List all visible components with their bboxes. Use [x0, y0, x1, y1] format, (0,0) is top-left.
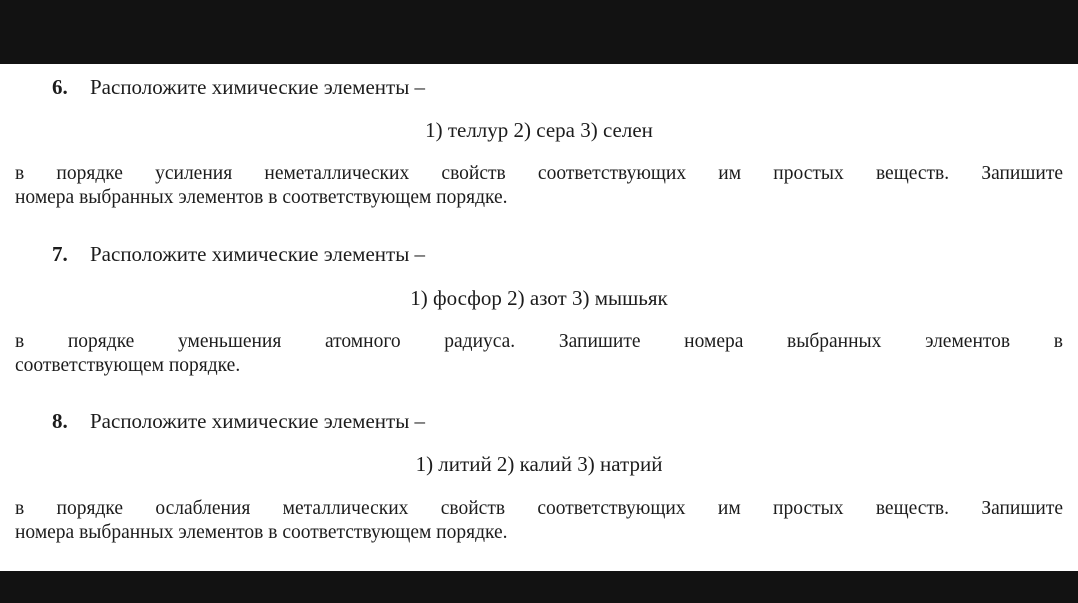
task-6-heading: [52, 75, 425, 99]
task-8-options: 1) литий 2) калий 3) натрий: [415, 452, 663, 476]
task-7-instruction-line-1: в порядке уменьшения атомного радиуса. Запишите номера выбранных элементов в: [15, 331, 1063, 352]
task-6-heading-text: Расположите химические элементы –: [90, 75, 426, 99]
task-7-number: 7.: [52, 242, 68, 266]
task-7-instruction: [15, 330, 1063, 378]
task-6-instruction-line-1: в порядке усиления неметаллических свойств соответствующих им простых веществ. Запишите: [15, 163, 1063, 184]
task-7-heading: [52, 242, 425, 266]
task-8-instruction-line-2: номера выбранных элементов в соответствующем порядке.: [15, 522, 508, 543]
task-7-instruction-line-2: соответствующем порядке.: [15, 355, 241, 376]
task-6-options: 1) теллур 2) сера 3) селен: [425, 118, 653, 142]
task-8-instruction-line-1: в порядке ослабления металлических свойств соответствующих им простых веществ. Запишите: [15, 498, 1063, 519]
bottom-black-bar: [0, 571, 1078, 603]
task-6-instruction: [15, 162, 1063, 210]
task-7-heading-text: Расположите химические элементы –: [90, 242, 426, 266]
task-6-instruction-line-2: номера выбранных элементов в соответствующем порядке.: [15, 187, 508, 208]
document-page: [0, 64, 1078, 571]
task-8-instruction: [15, 497, 1063, 545]
task-6-number: 6.: [52, 75, 68, 99]
task-8-heading-text: Расположите химические элементы –: [90, 409, 426, 433]
task-7-options: 1) фосфор 2) азот 3) мышьяк: [410, 286, 668, 310]
task-8-heading: [52, 409, 425, 433]
top-black-bar: [0, 0, 1078, 64]
task-8-number: 8.: [52, 409, 68, 433]
